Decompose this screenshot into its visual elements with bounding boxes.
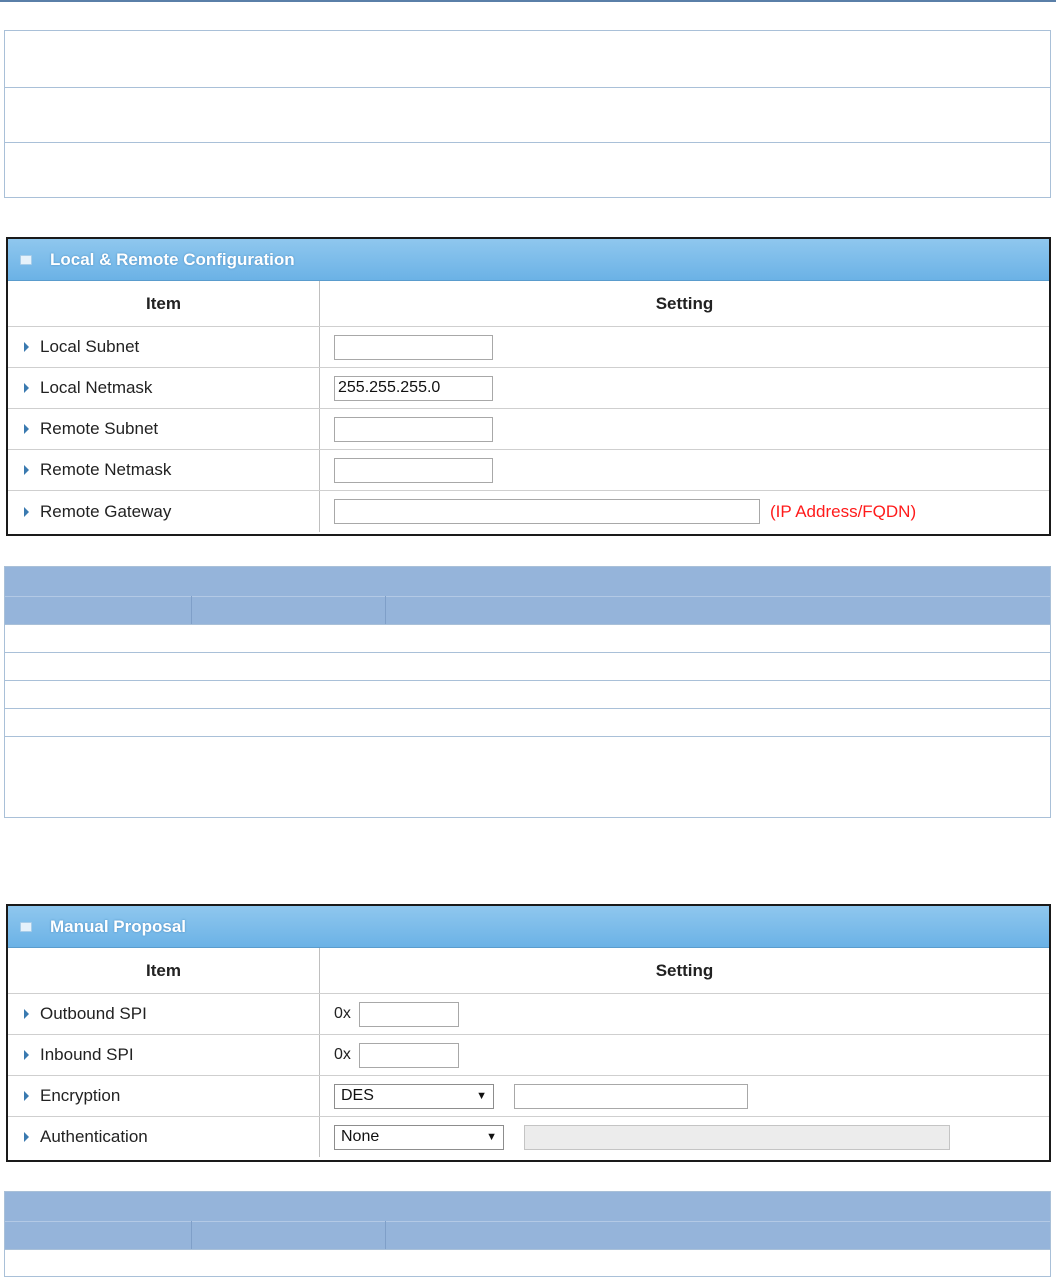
doc-row (5, 708, 1050, 736)
encryption-row (8, 1075, 1049, 1116)
row-label (8, 327, 320, 367)
panel-collapse-icon[interactable] (20, 922, 32, 932)
local-netmask-row (8, 367, 1049, 408)
remote-netmask-input[interactable] (334, 458, 493, 483)
local-netmask-input[interactable]: 255.255.255.0 (334, 376, 493, 401)
row-setting (320, 327, 1049, 367)
local-netmask-label: Local Netmask (40, 378, 153, 397)
outbound-spi-label: Outbound SPI (40, 1004, 147, 1023)
encryption-key-input[interactable] (514, 1084, 748, 1109)
hex-prefix: 0x (334, 1046, 351, 1063)
authentication-row (8, 1116, 1049, 1157)
doc-row (5, 652, 1050, 680)
inbound-spi-label: Inbound SPI (40, 1045, 134, 1064)
doc-row (5, 624, 1050, 652)
bullet-arrow-icon (24, 465, 29, 475)
row-setting (320, 994, 1049, 1034)
bullet-arrow-icon (24, 383, 29, 393)
local-remote-panel (6, 237, 1051, 536)
row-setting (320, 1076, 1049, 1116)
column-header-item: Item (8, 948, 320, 993)
row-label (8, 450, 320, 490)
row-setting (320, 1117, 1049, 1157)
dropdown-arrow-icon: ▼ (486, 1131, 497, 1143)
doc-table-top (4, 30, 1051, 198)
row-setting (320, 409, 1049, 449)
doc-row (5, 680, 1050, 708)
column-header-setting: Setting (655, 960, 714, 980)
manual-proposal-panel (6, 904, 1051, 1162)
panel-header (8, 906, 1049, 948)
row-label (8, 409, 320, 449)
remote-netmask-row (8, 449, 1049, 490)
doc-table-blue-1 (4, 566, 1051, 818)
authentication-select[interactable] (334, 1125, 504, 1150)
bullet-arrow-icon (24, 342, 29, 352)
hex-prefix: 0x (334, 1005, 351, 1022)
table-header-row (8, 948, 1049, 993)
row-label (8, 1117, 320, 1157)
remote-netmask-label: Remote Netmask (40, 460, 172, 479)
encryption-label: Encryption (40, 1086, 121, 1105)
authentication-key-input[interactable] (524, 1125, 950, 1150)
local-subnet-row (8, 326, 1049, 367)
authentication-label: Authentication (40, 1127, 148, 1146)
doc-row (5, 31, 1050, 87)
gateway-format-hint: (IP Address/FQDN) (770, 501, 917, 521)
row-label (8, 1076, 320, 1116)
table-header-row (8, 281, 1049, 326)
bullet-arrow-icon (24, 424, 29, 434)
row-setting (320, 1035, 1049, 1075)
row-setting (320, 368, 1049, 408)
local-subnet-label: Local Subnet (40, 337, 140, 356)
outbound-spi-input[interactable] (359, 1002, 459, 1027)
row-label (8, 994, 320, 1034)
doc-table-header (5, 567, 1050, 624)
doc-row (5, 736, 1050, 816)
panel-header (8, 239, 1049, 281)
remote-subnet-input[interactable] (334, 417, 493, 442)
inbound-spi-row (8, 1034, 1049, 1075)
row-label (8, 1035, 320, 1075)
remote-gateway-label: Remote Gateway (40, 501, 172, 521)
top-rule (0, 0, 1056, 2)
remote-subnet-row (8, 408, 1049, 449)
doc-row (5, 1249, 1050, 1277)
outbound-spi-row (8, 993, 1049, 1034)
doc-table-blue-2 (4, 1191, 1051, 1277)
column-header-setting: Setting (655, 293, 714, 313)
panel-title: Manual Proposal (50, 916, 187, 936)
bullet-arrow-icon (24, 1091, 29, 1101)
remote-subnet-label: Remote Subnet (40, 419, 159, 438)
remote-gateway-row (8, 490, 1049, 532)
inbound-spi-input[interactable] (359, 1043, 459, 1068)
dropdown-arrow-icon: ▼ (476, 1090, 487, 1102)
encryption-selected: DES (341, 1087, 374, 1104)
doc-row (5, 142, 1050, 197)
bullet-arrow-icon (24, 1009, 29, 1019)
row-setting (320, 491, 1049, 532)
doc-table-header (5, 1192, 1050, 1249)
bullet-arrow-icon (24, 1050, 29, 1060)
panel-title: Local & Remote Configuration (50, 249, 295, 269)
row-setting (320, 450, 1049, 490)
remote-gateway-input[interactable] (334, 499, 760, 524)
authentication-selected: None (341, 1128, 380, 1145)
panel-collapse-icon[interactable] (20, 255, 32, 265)
bullet-arrow-icon (24, 507, 29, 517)
doc-row (5, 87, 1050, 142)
bullet-arrow-icon (24, 1132, 29, 1142)
local-subnet-input[interactable] (334, 335, 493, 360)
column-header-item: Item (8, 281, 320, 326)
row-label (8, 491, 320, 532)
row-label (8, 368, 320, 408)
encryption-select[interactable] (334, 1084, 494, 1109)
